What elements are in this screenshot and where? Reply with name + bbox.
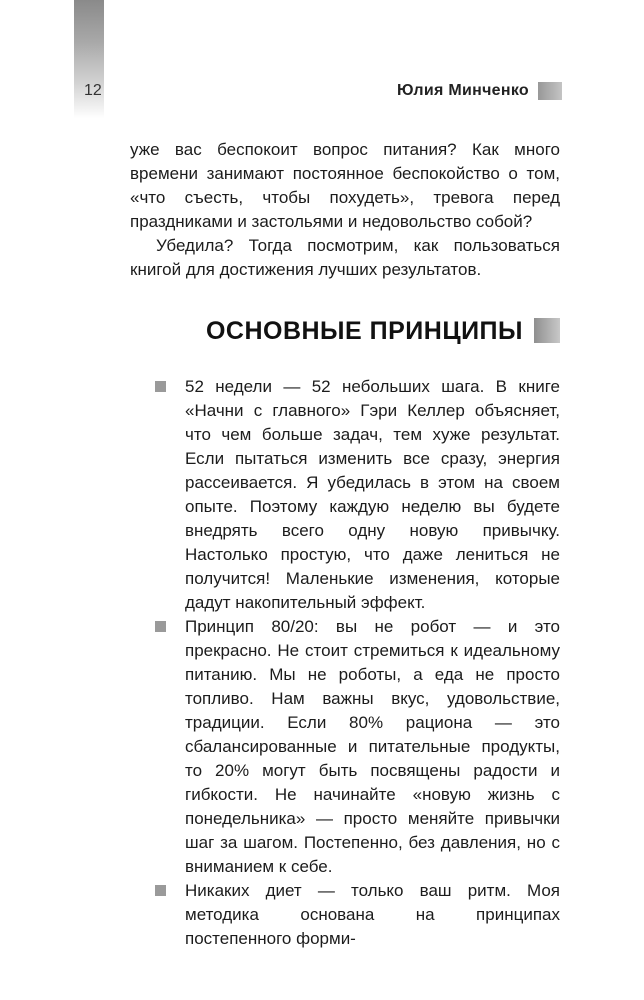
running-head-author: Юлия Минченко <box>396 82 529 99</box>
bullet-square-icon <box>155 621 166 632</box>
page-number: 12 <box>84 82 102 99</box>
paragraph-intro: Убедила? Тогда посмотрим, как пользоваться книгой для достижения лучших результатов. <box>130 236 560 279</box>
principles-list <box>130 375 560 951</box>
section-title: ОСНОВНЫЕ ПРИНЦИПЫ <box>205 316 523 345</box>
bullet-square-icon <box>155 381 166 392</box>
header-decor-square <box>538 82 562 100</box>
list-item-text: Никаких диет — только ваш ритм. Моя методика основана на принципах постепенного форми- <box>185 881 560 948</box>
page-edge-gradient-strip <box>74 0 104 118</box>
list-item <box>130 375 560 615</box>
list-item-text: Принцип 80/20: вы не робот — и это прекрасно. Не стоит стремиться к идеальному питанию. Мы не роботы, а еда не просто топливо. Нам важны вкус, удовольствие, традиции. Если 80% рациона — это сбалансированные и питательные продукты, то 20% могут быть посвящены радости и гибкости. Не начинайте «новую жизнь с понедельника» — просто меняйте привычки шаг за шагом. Постепенно, без давления, но с вниманием к себе. <box>185 617 560 876</box>
list-item-text: 52 недели — 52 небольших шага. В книге «Начни с главного» Гэри Келлер объясняет, что чем больше задач, тем хуже результат. Если пытаться изменить все сразу, энергия рассеивается. Я убедилась в этом на своем опыте. Поэтому каждую неделю вы будете внедрять всего одну новую привычку. Настолько простую, что даже лениться не получится! Маленькие изменения, которые дадут накопительный эффект. <box>185 377 560 612</box>
paragraph-continuation: уже вас беспокоит вопрос питания? Как много времени занимают постоянное беспокойство о том, «что съесть, чтобы похудеть», тревога перед праздниками и застольями и недовольство собой? <box>130 140 560 231</box>
section-heading <box>130 318 560 343</box>
page-header <box>84 82 562 100</box>
bullet-square-icon <box>155 885 166 896</box>
list-item <box>130 615 560 879</box>
list-item <box>130 879 560 951</box>
heading-decor-square <box>534 318 560 343</box>
page-content <box>130 138 560 951</box>
